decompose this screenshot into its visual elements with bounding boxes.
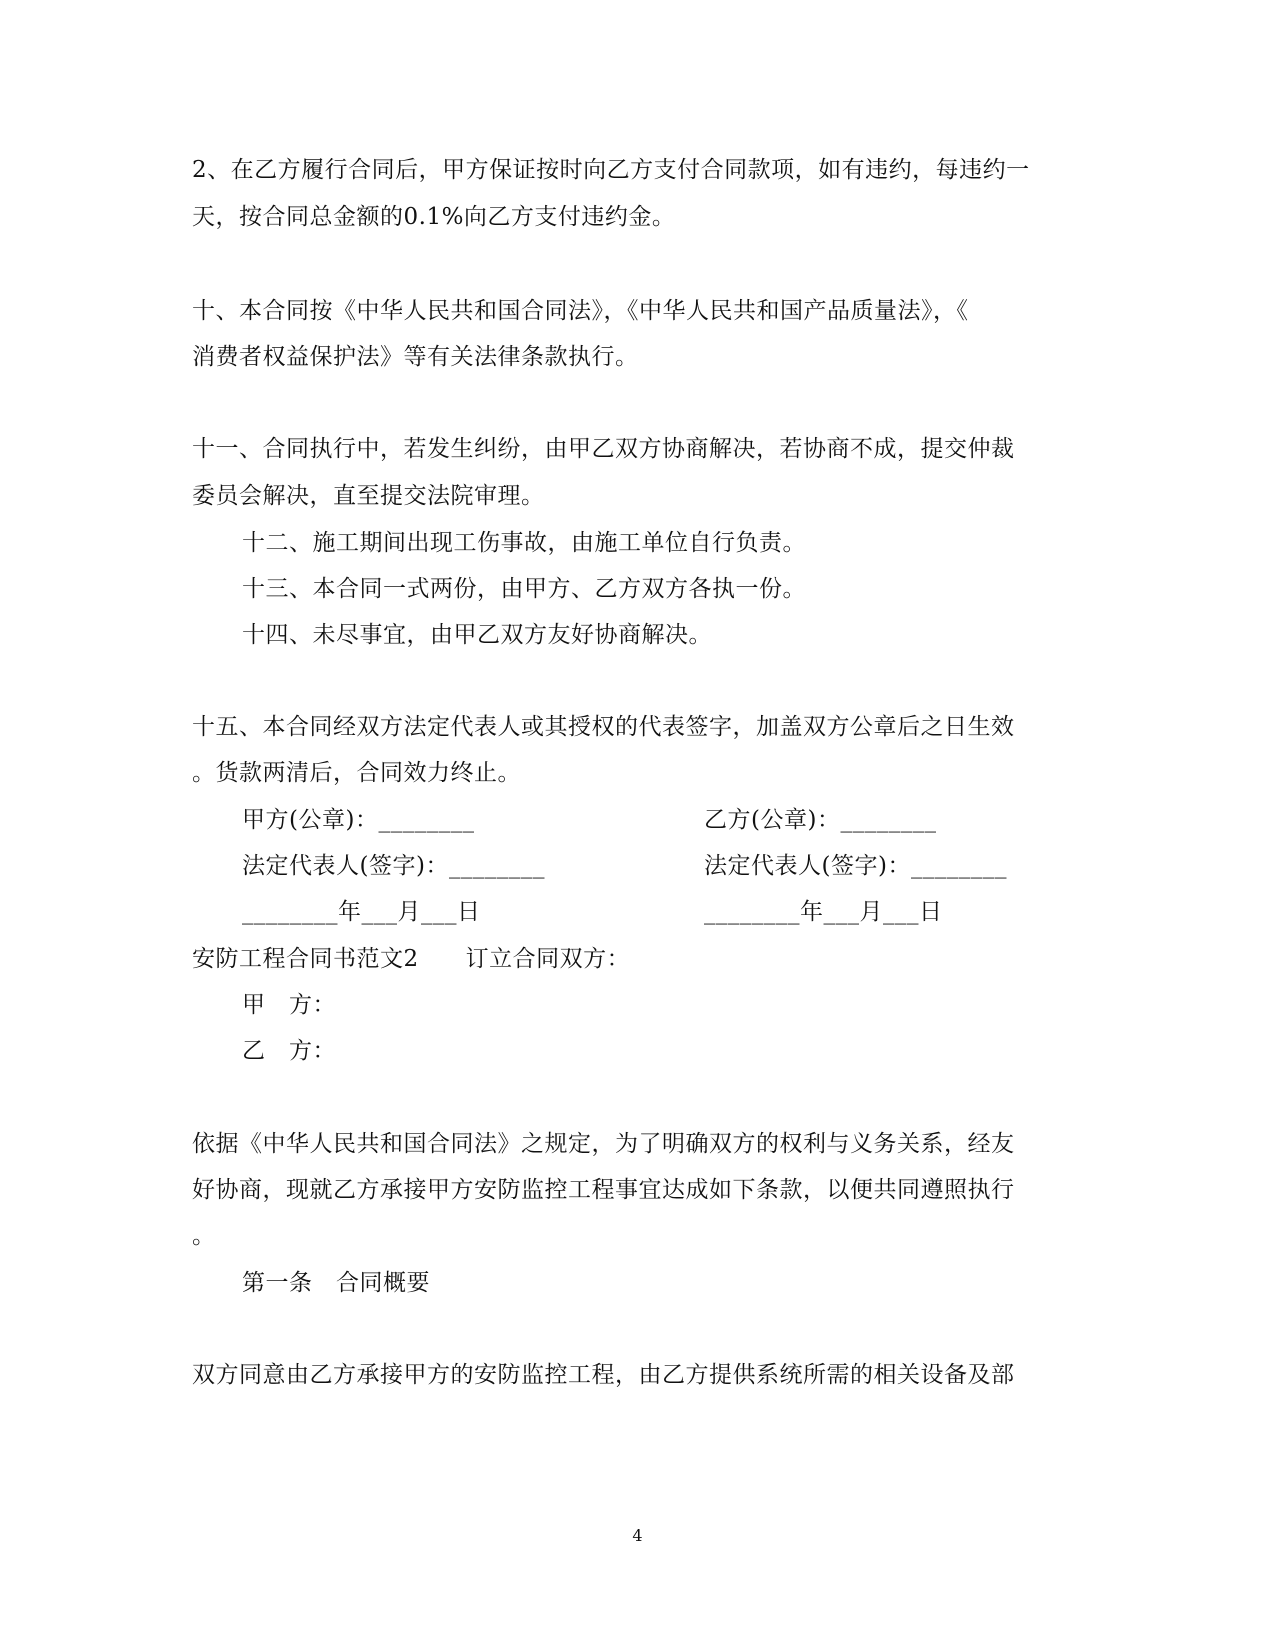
- intro-line-1: 依据《中华人民共和国合同法》之规定，为了明确双方的权利与义务关系，经友: [192, 1131, 1015, 1157]
- party-b-seal: 乙方(公章)：________: [704, 807, 937, 833]
- clause-13: 十三、本合同一式两份，由甲方、乙方双方各执一份。: [242, 576, 806, 602]
- second-contract-heading: 安防工程合同书范文2 订立合同双方：: [192, 946, 631, 972]
- second-contract-party-b: 乙 方：: [242, 1038, 336, 1064]
- article-1-title: 第一条 合同概要: [242, 1270, 430, 1296]
- second-contract-party-a: 甲 方：: [242, 992, 336, 1018]
- party-a-representative: 法定代表人(签字)：________: [242, 853, 545, 879]
- clause-15-line-1: 十五、本合同经双方法定代表人或其授权的代表签字，加盖双方公章后之日生效: [192, 714, 1015, 740]
- party-a-date: ________年___月___日: [242, 899, 481, 925]
- clause-14: 十四、未尽事宜，由甲乙双方友好协商解决。: [242, 622, 712, 648]
- clause-11-line-2: 委员会解决，直至提交法院审理。: [192, 483, 545, 509]
- intro-line-2: 好协商，现就乙方承接甲方安防监控工程事宜达成如下条款，以便共同遵照执行: [192, 1177, 1015, 1203]
- clause-15-line-2: 。货款两清后，合同效力终止。: [192, 760, 521, 786]
- party-b-date: ________年___月___日: [704, 899, 943, 925]
- clause-10-line-2: 消费者权益保护法》等有关法律条款执行。: [192, 344, 639, 370]
- clause-12: 十二、施工期间出现工伤事故，由施工单位自行负责。: [242, 530, 806, 556]
- intro-line-3: 。: [192, 1223, 216, 1249]
- party-a-seal: 甲方(公章)：________: [242, 807, 475, 833]
- article-1-line-1: 双方同意由乙方承接甲方的安防监控工程，由乙方提供系统所需的相关设备及部: [192, 1362, 1015, 1388]
- clause-11-line-1: 十一、合同执行中，若发生纠纷，由甲乙双方协商解决，若协商不成，提交仲裁: [192, 436, 1015, 462]
- clause-10-line-1: 十、本合同按《中华人民共和国合同法》，《中华人民共和国产品质量法》，《: [192, 298, 969, 324]
- clause-2-line-2: 天，按合同总金额的0.1%向乙方支付违约金。: [192, 204, 676, 230]
- party-b-representative: 法定代表人(签字)：________: [704, 853, 1007, 879]
- page-number: 4: [632, 1526, 643, 1545]
- clause-2-line-1: 2、在乙方履行合同后，甲方保证按时向乙方支付合同款项，如有违约，每违约一: [192, 157, 1030, 183]
